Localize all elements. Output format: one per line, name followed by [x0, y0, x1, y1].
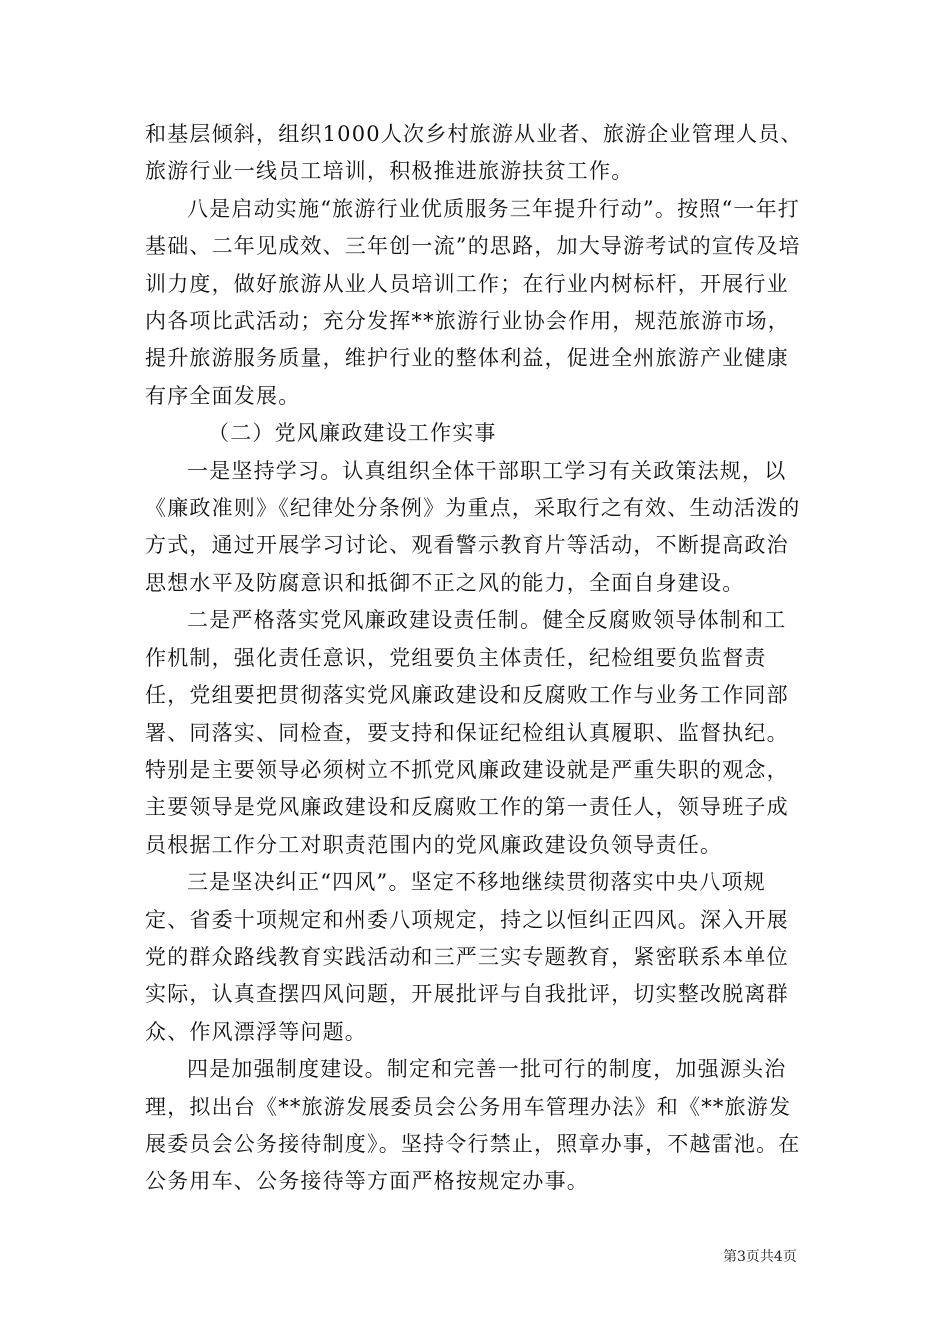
page-number-footer: 第3页共4页 [723, 1249, 797, 1265]
paragraph-item-4: 四是加强制度建设。制定和完善一批可行的制度，加强源头治理，拟出台《**旅游发展委员会公务用车管理办法》和《**旅游发展委员会公务接待制度》。坚持令行禁止，照章办事，不越雷池。在公务用车、公务接待等方面严格按规定办事。 [145, 1057, 801, 1194]
paragraph-item-2: 二是严格落实党风廉政建设责任制。健全反腐败领导体制和工作机制，强化责任意识，党组要负主体责任，纪检组要负监督责任，党组要把贯彻落实党风廉政建设和反腐败工作与业务工作同部署、同落实、同检查，要支持和保证纪检组认真履职、监督执纪。特别是主要领导必须树立不抓党风廉政建设就是严重失职的观念，主要领导是党风廉政建设和反腐败工作的第一责任人，领导班子成员根据工作分工对职责范围内的党风廉政建设负领导责任。 [145, 608, 789, 857]
paragraph-item-3: 三是坚决纠正“四风”。坚定不移地继续贯彻落实中央八项规定、省委十项规定和州委八项规定，持之以恒纠正四风。深入开展党的群众路线教育实践活动和三严三实专题教育，紧密联系本单位实际，认真查摆四风问题，开展批评与自我批评，切实整改脱离群众、作风漂浮等问题。 [145, 870, 789, 1044]
paragraph-continuation: 和基层倾斜，组织1000人次乡村旅游从业者、旅游企业管理人员、旅游行业一线员工培训，积极推进旅游扶贫工作。 [145, 122, 803, 184]
paragraph-item-1: 一是坚持学习。认真组织全体干部职工学习有关政策法规，以《廉政准则》《纪律处分条例》为重点，采取行之有效、生动活泼的方式，通过开展学习讨论、观看警示教育片等活动，不断提高政治思想水平及防腐意识和抵御不正之风的能力，全面自身建设。 [145, 458, 801, 595]
section-heading: （二）党风廉政建设工作实事 [208, 421, 497, 446]
document-body [145, 116, 807, 1201]
paragraph-item-8: 八是启动实施“旅游行业优质服务三年提升行动”。按照“一年打基础、二年见成效、三年创一流”的思路，加大导游考试的宣传及培训力度，做好旅游从业人员培训工作；在行业内树标杆，开展行业内各项比武活动；充分发挥**旅游行业协会作用，规范旅游市场，提升旅游服务质量，维护行业的整体利益，促进全州旅游产业健康有序全面发展。 [145, 196, 801, 408]
